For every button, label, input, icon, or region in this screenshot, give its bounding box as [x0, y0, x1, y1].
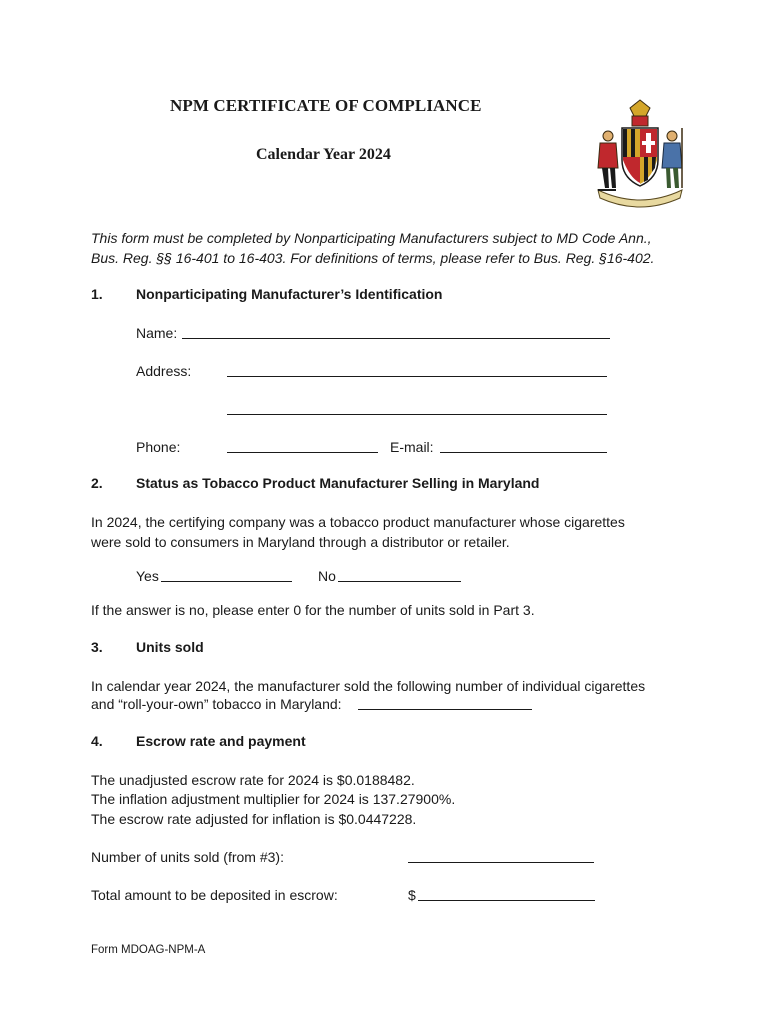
email-label: E-mail:: [390, 439, 434, 455]
name-label: Name:: [136, 325, 178, 341]
email-field[interactable]: [440, 452, 607, 453]
escrow-units-field[interactable]: [408, 862, 594, 863]
section-4-number: 4.: [91, 733, 103, 749]
dollar-sign: $: [408, 887, 416, 903]
yes-field[interactable]: [161, 581, 292, 582]
page-subtitle: Calendar Year 2024: [256, 146, 391, 163]
name-field[interactable]: [182, 338, 610, 339]
section-3-heading: Units sold: [136, 639, 204, 655]
section-2-note: If the answer is no, please enter 0 for the number of units sold in Part 3.: [91, 602, 535, 618]
address-field-line-1[interactable]: [227, 376, 607, 377]
yes-label: Yes: [136, 568, 159, 584]
intro-line-1: This form must be completed by Nonparticipating Manufacturers subject to MD Code Ann.,: [91, 230, 652, 246]
section-2-para-line-1: In 2024, the certifying company was a tobacco product manufacturer whose cigarettes: [91, 514, 625, 530]
section-1-heading: Nonparticipating Manufacturer’s Identification: [136, 286, 443, 302]
section-3-para-line-1: In calendar year 2024, the manufacturer sold the following number of individual cigarettes: [91, 678, 646, 694]
total-amount-field[interactable]: [418, 900, 595, 901]
section-3-number: 3.: [91, 639, 103, 655]
maryland-seal-icon: [590, 98, 690, 210]
section-1-number: 1.: [91, 286, 103, 302]
phone-field[interactable]: [227, 452, 378, 453]
form-id: Form MDOAG-NPM-A: [91, 944, 206, 956]
section-2-para-line-2: were sold to consumers in Maryland through a distributor or retailer.: [91, 534, 510, 550]
no-field[interactable]: [338, 581, 461, 582]
section-4-heading: Escrow rate and payment: [136, 733, 306, 749]
escrow-rate-line-1: The unadjusted escrow rate for 2024 is $0.0188482.: [91, 772, 415, 788]
address-field-line-2[interactable]: [227, 414, 607, 415]
section-2-heading: Status as Tobacco Product Manufacturer Selling in Maryland: [136, 475, 540, 491]
section-2-number: 2.: [91, 475, 103, 491]
escrow-rate-line-2: The inflation adjustment multiplier for 2024 is 137.27900%.: [91, 791, 456, 807]
section-3-para-line-2: and “roll-your-own” tobacco in Maryland:: [91, 696, 342, 712]
address-label: Address:: [136, 363, 192, 379]
units-sold-field[interactable]: [358, 709, 532, 710]
units-label: Number of units sold (from #3):: [91, 849, 284, 865]
page-title: NPM CERTIFICATE OF COMPLIANCE: [170, 96, 482, 115]
intro-line-2: Bus. Reg. §§ 16-401 to 16-403. For definitions of terms, please refer to Bus. Reg. §16-402.: [91, 250, 655, 266]
no-label: No: [318, 568, 336, 584]
phone-label: Phone:: [136, 439, 181, 455]
escrow-rate-line-3: The escrow rate adjusted for inflation is $0.0447228.: [91, 811, 417, 827]
total-label: Total amount to be deposited in escrow:: [91, 887, 338, 903]
